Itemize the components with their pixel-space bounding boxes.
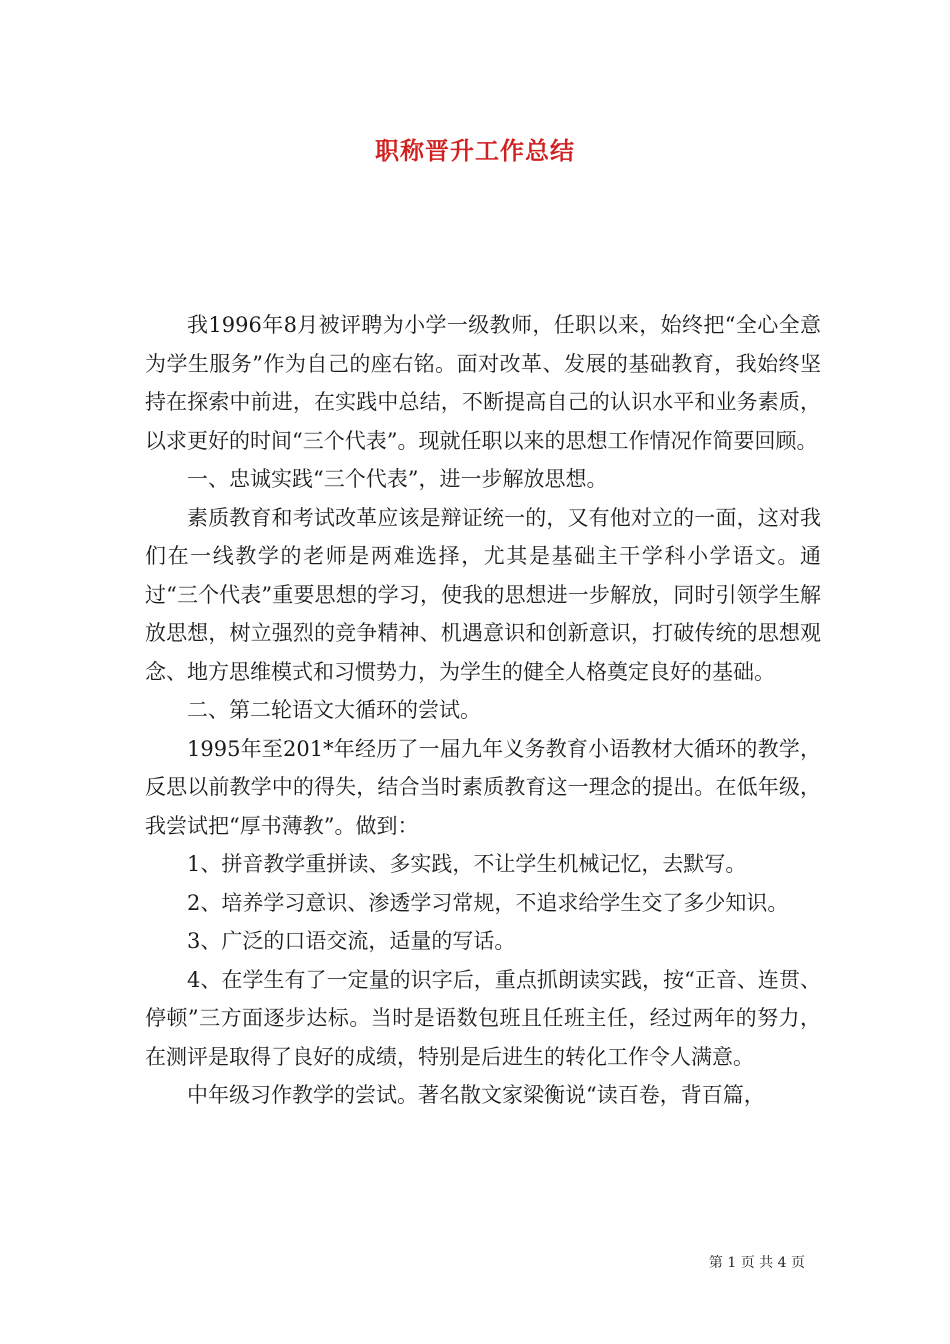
list-item-3: 3、广泛的口语交流，适量的写话。: [187, 929, 516, 953]
list-item-1: 1、拼音教学重拼读、多实践，不让学生机械记忆，去默写。: [187, 852, 747, 876]
paragraph-section-2: 1995年至201*年经历了一届九年义务教育小语教材大循环的教学，反思以前教学中的得失，结合当时素质教育这一理念的提出。在低年级，我尝试把“厚书薄教”。做到：: [145, 736, 821, 838]
section-heading-1: 一、忠诚实践“三个代表”，进一步解放思想。: [187, 467, 608, 491]
list-item-4: 4、在学生有了一定量的识字后，重点抓朗读实践，按“正音、连贯、停顿”三方面逐步达标。当时是语数包班且任班主任，经过两年的努力，在测评是取得了良好的成绩，特别是后进生的转化工作令人满意。: [145, 967, 821, 1069]
section-heading-2: 二、第二轮语文大循环的尝试。: [187, 698, 481, 722]
paragraph-mid-grade: 中年级习作教学的尝试。著名散文家梁衡说“读百卷，背百篇，: [187, 1083, 765, 1107]
list-item-2: 2、培养学习意识、渗透学习常规，不追求给学生交了多少知识。: [187, 890, 789, 915]
paragraph-intro: 我1996年8月被评聘为小学一级教师，任职以来，始终把“全心全意为学生服务”作为自己的座右铭。面对改革、发展的基础教育，我始终坚持在探索中前进，在实践中总结，不断提高自己的认识水平和业务素质，以求更好的时间“三个代表”。现就任职以来的思想工作情况作简要回顾。: [145, 313, 821, 453]
document-body: [145, 306, 821, 1115]
page-number-footer: 第 1 页 共 4 页: [708, 1255, 805, 1271]
paragraph-section-1: 素质教育和考试改革应该是辩证统一的，又有他对立的一面，这对我们在一线教学的老师是两难选择，尤其是基础主干学科小学语文。通过“三个代表”重要思想的学习，使我的思想进一步解放，同时引领学生解放思想，树立强烈的竞争精神、机遇意识和创新意识，打破传统的思想观念、地方思维模式和习惯势力，为学生的健全人格奠定良好的基础。: [145, 505, 821, 684]
document-title: 职称晋升工作总结: [375, 136, 575, 165]
